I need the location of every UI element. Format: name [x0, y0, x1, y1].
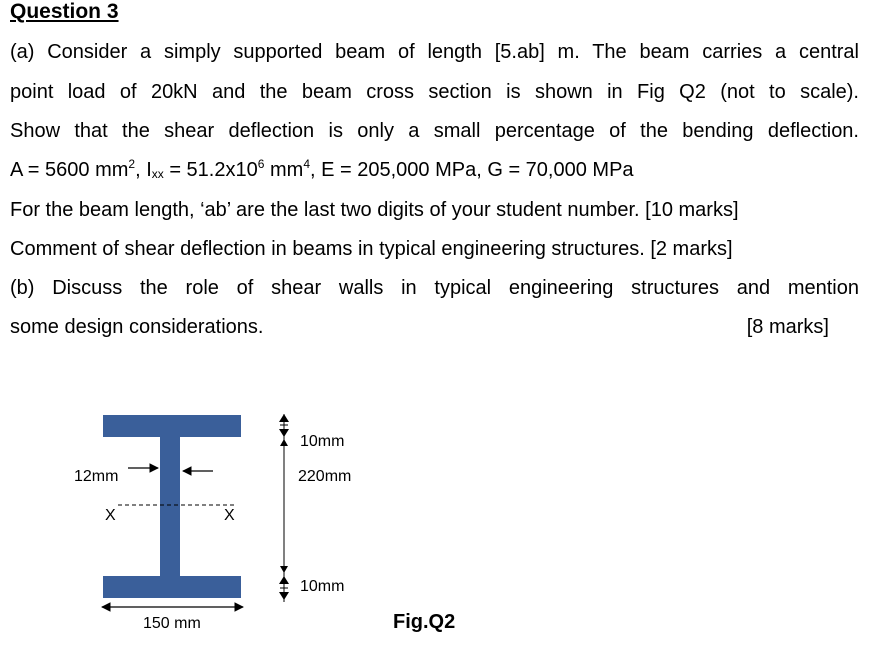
figure-q2 [0, 390, 879, 664]
part-b-line-2 [10, 315, 859, 339]
section-properties [10, 158, 859, 182]
axis-label-left: X [105, 507, 116, 524]
inertia-unit: mm [264, 159, 304, 181]
part-a-line-3: Show that the shear deflection is only a small percentage of the bending deflection. [10, 120, 859, 142]
part-a-line-5: For the beam length, ‘ab’ are the last two digits of your student number. [10 marks] [10, 199, 739, 221]
part-a-line-6: Comment of shear deflection in beams in typical engineering structures. [2 marks] [10, 238, 733, 260]
top-flange [103, 415, 241, 437]
bottom-flange-label: 10mm [300, 578, 345, 595]
inertia-value: = 51.2x10 [163, 159, 258, 181]
moduli-text: , E = 205,000 MPa, G = 70,000 MPa [310, 159, 634, 181]
flange-width-label: 150 mm [143, 615, 201, 632]
depth-label: 220mm [298, 468, 352, 485]
axis-label-right: X [224, 507, 235, 524]
inertia-exponent: 6 [257, 157, 265, 171]
inertia-subscript: xx [151, 167, 164, 181]
inertia-unit-superscript: 4 [303, 157, 310, 171]
part-b-line-1: (b) Discuss the role of shear walls in typical engineering structures and mention [10, 277, 859, 299]
area-superscript: 2 [128, 157, 136, 171]
part-b-text: some design considerations. [10, 316, 264, 338]
figure-caption: Fig.Q2 [393, 611, 456, 633]
bottom-flange [103, 576, 241, 598]
part-a-line-2: point load of 20kN and the beam cross section is shown in Fig Q2 (not to scale). [10, 81, 859, 103]
part-b-marks: [8 marks] [746, 316, 829, 338]
top-flange-label: 10mm [300, 433, 345, 450]
web-thickness-label: 12mm [74, 468, 119, 485]
inertia-label: , I [135, 159, 152, 181]
area-text: A = 5600 mm [10, 159, 129, 181]
question-heading: Question 3 [10, 0, 119, 23]
web [160, 436, 180, 578]
part-a-line-1: (a) Consider a simply supported beam of length [5.ab] m. The beam carries a central [10, 41, 859, 63]
